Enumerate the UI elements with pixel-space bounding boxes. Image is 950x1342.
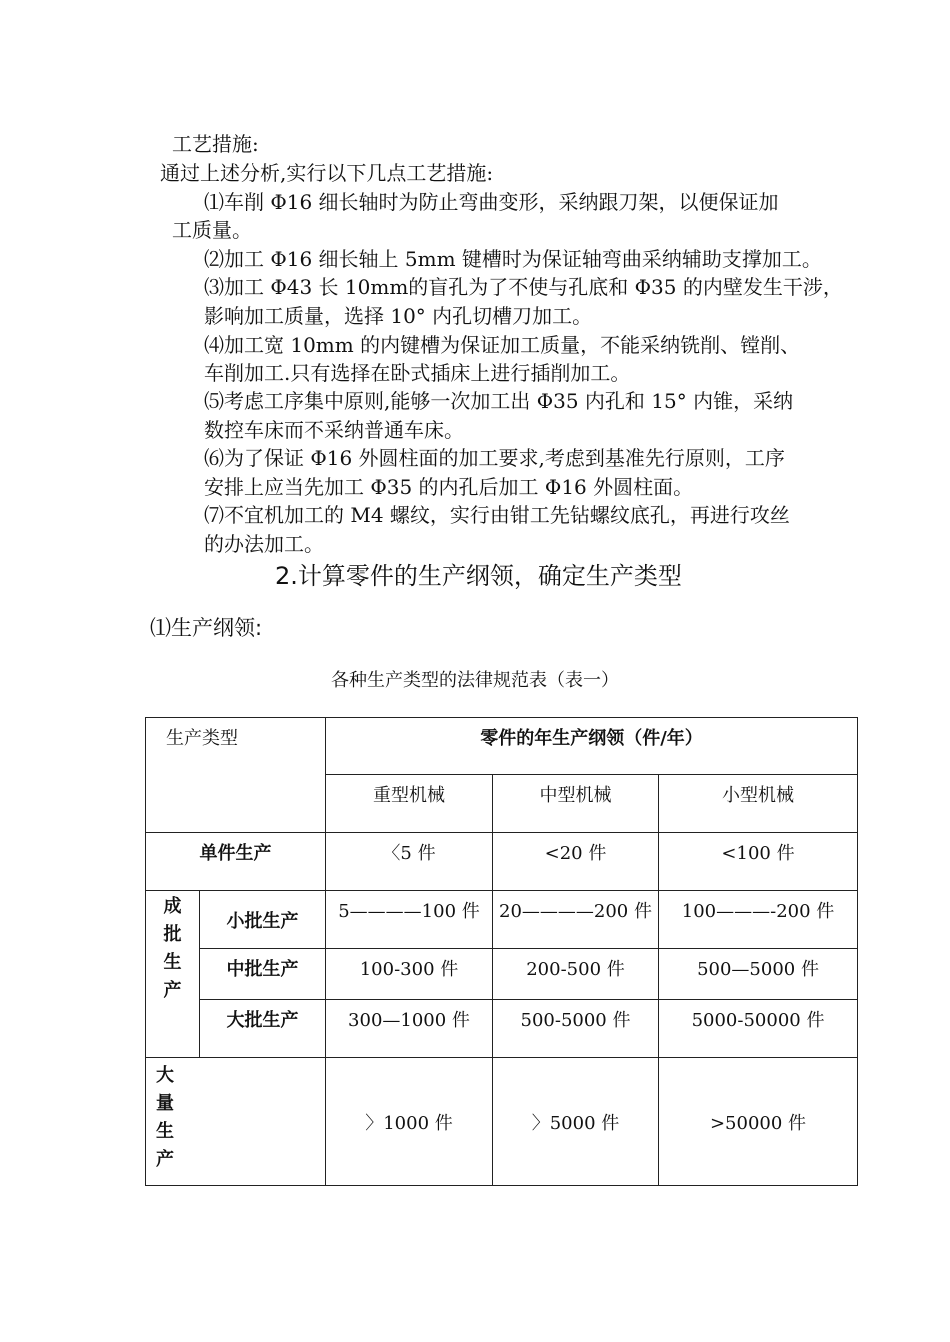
measures-title: 工艺措施: xyxy=(172,132,259,156)
row-label-single: 单件生产 xyxy=(146,833,326,891)
cell-large-batch-medium: 500-5000 件 xyxy=(493,1000,659,1058)
row-label-large-batch: 大批生产 xyxy=(200,1000,326,1058)
cell-single-medium: <20 件 xyxy=(493,833,659,891)
measure-line: ⑶加工 Φ43 长 10mm的盲孔为了不使与孔底和 Φ35 的内壁发生干涉， xyxy=(204,275,843,299)
measure-line: ⑸考虑工序集中原则,能够一次加工出 Φ35 内孔和 15° 内锥，采纳 xyxy=(204,389,794,413)
cell-medium-batch-medium: 200-500 件 xyxy=(493,949,659,1000)
measures-intro: 通过上述分析,实行以下几点工艺措施: xyxy=(160,161,494,185)
batch-group-label: 成批生产 xyxy=(163,896,182,1001)
section-heading: 2.计算零件的生产纲领，确定生产类型 xyxy=(275,562,682,590)
row-label-small-batch: 小批生产 xyxy=(200,891,326,949)
header-annual-volume: 零件的年生产纲领（件/年） xyxy=(326,718,858,775)
cell-large-batch-heavy: 300—1000 件 xyxy=(326,1000,493,1058)
cell-mass-medium: 〉5000 件 xyxy=(493,1058,659,1186)
sub-heading: ⑴生产纲领: xyxy=(150,616,263,640)
measure-line: 的办法加工。 xyxy=(204,532,324,556)
cell-large-batch-small: 5000-50000 件 xyxy=(659,1000,858,1058)
table-caption: 各种生产类型的法律规范表（表一） xyxy=(331,670,619,691)
measure-line: 影响加工质量，选择 10° 内孔切槽刀加工。 xyxy=(204,304,593,328)
cell-small-batch-heavy: 5————100 件 xyxy=(326,891,493,949)
cell-single-small: <100 件 xyxy=(659,833,858,891)
cell-mass-heavy: 〉1000 件 xyxy=(326,1058,493,1186)
measure-line: 安排上应当先加工 Φ35 的内孔后加工 Φ16 外圆柱面。 xyxy=(204,475,694,499)
row-label-medium-batch: 中批生产 xyxy=(200,949,326,1000)
header-small-machinery: 小型机械 xyxy=(659,775,858,833)
cell-mass-small: >50000 件 xyxy=(659,1058,858,1186)
mass-label: 大量生产 xyxy=(156,1065,174,1170)
row-group-batch xyxy=(146,891,200,1058)
production-type-table xyxy=(145,717,858,1186)
cell-small-batch-small: 100———-200 件 xyxy=(659,891,858,949)
cell-medium-batch-heavy: 100-300 件 xyxy=(326,949,493,1000)
cell-medium-batch-small: 500—5000 件 xyxy=(659,949,858,1000)
measure-line: ⑵加工 Φ16 细长轴上 5mm 键槽时为保证轴弯曲采纳辅助支撑加工。 xyxy=(204,247,822,271)
header-medium-machinery: 中型机械 xyxy=(493,775,659,833)
cell-single-heavy: 〈5 件 xyxy=(326,833,493,891)
measure-line: ⑹为了保证 Φ16 外圆柱面的加工要求,考虑到基准先行原则，工序 xyxy=(204,446,785,470)
row-label-mass xyxy=(146,1058,326,1186)
measure-line: ⑷加工宽 10mm 的内键槽为保证加工质量，不能采纳铣削、镗削、 xyxy=(204,333,801,357)
cell-small-batch-medium: 20————200 件 xyxy=(493,891,659,949)
measure-line: 数控车床而不采纳普通车床。 xyxy=(204,418,464,442)
header-heavy-machinery: 重型机械 xyxy=(326,775,493,833)
measure-line: ⑺不宜机加工的 M4 螺纹，实行由钳工先钻螺纹底孔，再进行攻丝 xyxy=(204,503,790,527)
measure-line: 工质量。 xyxy=(172,218,252,242)
measure-line: ⑴车削 Φ16 细长轴时为防止弯曲变形，采纳跟刀架，以便保证加 xyxy=(204,190,779,214)
measure-line: 车削加工.只有选择在卧式插床上进行插削加工。 xyxy=(204,361,631,385)
header-production-type: 生产类型 xyxy=(146,718,326,833)
